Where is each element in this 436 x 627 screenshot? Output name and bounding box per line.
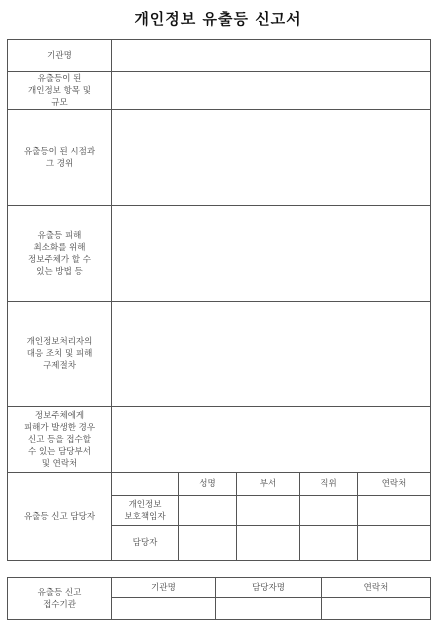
receiver-col-staff-name: 담당자명 [216, 578, 322, 598]
field-staff-contact[interactable] [358, 526, 431, 561]
field-staff-name[interactable] [179, 526, 237, 561]
field-staff-position[interactable] [300, 526, 358, 561]
field-staff-dept[interactable] [237, 526, 300, 561]
field-officer-contact[interactable] [358, 496, 431, 526]
label-leaked-scope: 유출등이 된 개인정보 항목 및 규모 [8, 72, 112, 110]
receiver-col-agency: 기관명 [112, 578, 216, 598]
reporter-corner-cell [112, 473, 179, 496]
label-mitigation: 유출등 피해 최소화를 위해 정보주체가 할 수 있는 방법 등 [8, 206, 112, 302]
field-officer-dept[interactable] [237, 496, 300, 526]
field-response[interactable] [112, 302, 431, 407]
field-receiver-staff-name[interactable] [216, 598, 322, 620]
col-header-contact: 연락처 [358, 473, 431, 496]
label-receiver: 유출등 신고 접수기관 [8, 578, 112, 620]
field-leaked-scope[interactable] [112, 72, 431, 110]
receiver-col-contact: 연락처 [322, 578, 431, 598]
field-report-dept[interactable] [112, 407, 431, 473]
label-reporter: 유출등 신고 담당자 [8, 473, 112, 561]
field-officer-name[interactable] [179, 496, 237, 526]
form-title: 개인정보 유출등 신고서 [134, 10, 302, 28]
field-receiver-agency[interactable] [112, 598, 216, 620]
receiver-table [7, 577, 431, 620]
label-agency: 기관명 [8, 40, 112, 72]
row-label-staff: 담당자 [112, 526, 179, 561]
field-mitigation[interactable] [112, 206, 431, 302]
label-timeline: 유출등이 된 시점과 그 경위 [8, 110, 112, 206]
field-receiver-contact[interactable] [322, 598, 431, 620]
col-header-dept: 부서 [237, 473, 300, 496]
field-agency[interactable] [112, 40, 431, 72]
field-officer-position[interactable] [300, 496, 358, 526]
label-report-dept: 정보주체에게 피해가 발생한 경우 신고 등을 접수할 수 있는 담당부서 및 연락처 [8, 407, 112, 473]
col-header-name: 성명 [179, 473, 237, 496]
report-form-table [7, 39, 431, 561]
col-header-position: 직위 [300, 473, 358, 496]
field-timeline[interactable] [112, 110, 431, 206]
row-label-privacy-officer: 개인정보 보호책임자 [112, 496, 179, 526]
label-response: 개인정보처리자의 대응 조치 및 피해 구제절차 [8, 302, 112, 407]
